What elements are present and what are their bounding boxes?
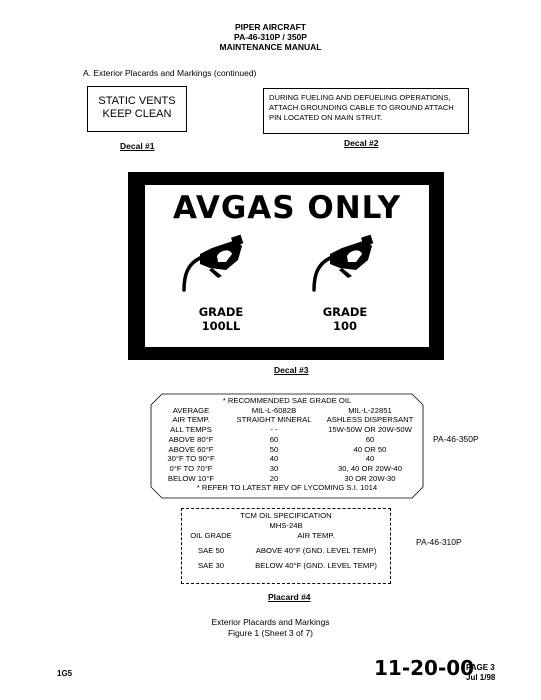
- table-cell: 50: [269, 444, 279, 454]
- table-cell: ABOVE 40°F (GND. LEVEL TEMP): [255, 546, 377, 556]
- figure-caption-sheet: Figure 1 (Sheet 3 of 7): [227, 628, 314, 638]
- table-cell: ALL TEMPS: [170, 425, 212, 435]
- sae-placard-header-2: [150, 415, 424, 425]
- tcm-placard-spec: MHS-24B: [269, 520, 303, 530]
- decal-3-left-grade-value: 100LL: [201, 319, 241, 333]
- footer-date: Jul 1/98: [466, 673, 496, 682]
- decal-1-box: [87, 86, 187, 132]
- table-row: [150, 435, 424, 445]
- table-cell: SAE 30: [197, 560, 225, 570]
- sae-placard-footnote: * REFER TO LATEST REV OF LYCOMING S.I. 1014: [196, 483, 378, 493]
- decal-1-line-2: KEEP CLEAN: [102, 108, 172, 120]
- tcm-placard-title: TCM OIL SPECIFICATION: [240, 511, 332, 520]
- section-title: A. Exterior Placards and Markings (continued): [83, 68, 257, 78]
- sae-placard-header-1: [150, 406, 424, 416]
- table-cell: ABOVE 80°F: [168, 434, 214, 444]
- decal-3-right-grade-value: 100: [332, 319, 357, 333]
- table-cell: BELOW 10°F: [167, 473, 215, 483]
- decal-3-left-grade: [190, 305, 252, 333]
- figure-caption-title: Exterior Placards and Markings: [211, 617, 330, 627]
- decal-3-right-grade: [314, 305, 376, 333]
- table-row: [150, 445, 424, 455]
- table-cell: 15W-50W OR 20W-50W: [328, 425, 412, 435]
- table-cell: SAE 50: [197, 546, 225, 556]
- table-row: [150, 474, 424, 484]
- decal-3-left-grade-label: GRADE: [198, 305, 244, 319]
- decal-1-line-1: STATIC VENTS: [98, 95, 176, 107]
- decal-2-line-3: PIN LOCATED ON MAIN STRUT.: [269, 113, 383, 122]
- decal-3-caption: Decal #3: [274, 365, 309, 375]
- tcm-placard: [181, 511, 391, 571]
- sae-placard: [150, 396, 424, 493]
- table-cell: 20: [269, 473, 279, 483]
- sae-placard-title: * RECOMMENDED SAE GRADE OIL: [222, 396, 352, 405]
- tcm-placard-model: PA-46-310P: [416, 537, 462, 547]
- table-cell: 30 OR 20W-30: [344, 473, 396, 483]
- tcm-header-cell: AIR TEMP.: [297, 531, 335, 541]
- sae-placard-model: PA-46-350P: [433, 434, 479, 444]
- tcm-placard-header: [181, 531, 391, 541]
- decal-2-caption: Decal #2: [344, 138, 379, 148]
- table-cell: 60: [365, 434, 375, 444]
- header-model: PA-46-310P / 350P: [234, 32, 307, 42]
- decal-3-right-grade-label: GRADE: [322, 305, 368, 319]
- tcm-placard-caption: Placard #4: [268, 592, 311, 602]
- fuel-nozzle-icon: [178, 234, 248, 296]
- table-row: [181, 561, 391, 571]
- tcm-header-cell: OIL GRADE: [190, 531, 232, 541]
- footer-page: PAGE 3: [466, 663, 495, 672]
- sae-header-cell: ASHLESS DISPERSANT: [326, 415, 414, 425]
- decal-2-line-1: DURING FUELING AND DEFUELING OPERATIONS,: [269, 93, 451, 102]
- table-row: [150, 464, 424, 474]
- table-cell: 30: [269, 463, 279, 473]
- header-manual-title: MAINTENANCE MANUAL: [219, 42, 322, 52]
- table-cell: 40 OR 50: [353, 444, 387, 454]
- table-cell: 40: [365, 454, 375, 464]
- table-row: [181, 546, 391, 556]
- table-cell: - -: [270, 425, 278, 435]
- table-cell: 30°F TO 90°F: [167, 454, 215, 464]
- sae-header-cell: MIL-L-22851: [348, 405, 392, 415]
- table-cell: 40: [269, 454, 279, 464]
- footer-section-number: 11-20-00: [374, 656, 475, 680]
- decal-2-line-2: ATTACH GROUNDING CABLE TO GROUND ATTACH: [269, 103, 454, 112]
- table-cell: BELOW 40°F (GND. LEVEL TEMP): [255, 560, 377, 570]
- fuel-nozzle-icon: [308, 234, 378, 296]
- header-manufacturer: PIPER AIRCRAFT: [235, 22, 306, 32]
- sae-header-cell: MIL-L-6082B: [251, 405, 297, 415]
- table-row: [150, 454, 424, 464]
- decal-1-caption: Decal #1: [120, 141, 155, 151]
- sae-header-cell: AVERAGE: [172, 405, 210, 415]
- sae-header-cell: AIR TEMP.: [172, 415, 210, 425]
- table-row: [150, 425, 424, 435]
- decal-2-box: [263, 88, 469, 134]
- table-cell: 30, 40 OR 20W-40: [338, 463, 402, 473]
- table-cell: ABOVE 60°F: [168, 444, 214, 454]
- decal-3-title: AVGAS ONLY: [172, 190, 402, 226]
- footer-fiche: 1G5: [57, 669, 73, 678]
- table-cell: 60: [269, 434, 279, 444]
- table-cell: 0°F TO 70°F: [169, 463, 213, 473]
- sae-header-cell: STRAIGHT MINERAL: [236, 415, 312, 425]
